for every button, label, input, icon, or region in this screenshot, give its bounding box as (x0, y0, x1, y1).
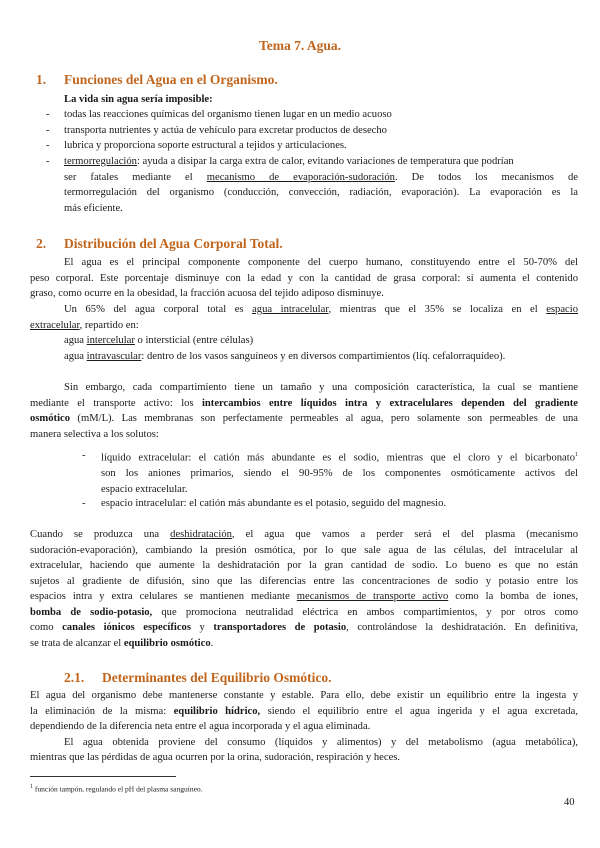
list-dash: - (46, 140, 50, 151)
text-run: como (30, 622, 63, 633)
text-run: , repartido en: (79, 319, 139, 331)
term-deshidratacion: deshidratación (170, 529, 232, 540)
text-run: Cuando se produzca una (30, 529, 171, 540)
section-1-title: Funciones del Agua en el Organismo. (64, 72, 278, 87)
term-extracelular: extracelular (30, 319, 80, 331)
text-run: , controlándose la deshidratación. En definitiva, (346, 622, 578, 633)
paragraph-equilibrio-hidrico (30, 688, 578, 766)
text-run: . De todos los mecanismos de (394, 171, 578, 183)
text-line: son los aniones primarios, siendo el 90-95% de los componentes osmóticamente activos del (101, 468, 578, 480)
text-line: sudoración-evaporación), cambiando la presión osmótica, por lo que sale agua de las células, del intracelular al (30, 544, 578, 556)
section-2-title: Distribución del Agua Corporal Total. (64, 236, 283, 251)
text-run: : dentro de los vasos sanguíneos y en diversos compartimientos (líq. cefalorraquídeo). (141, 350, 506, 362)
paragraph-distribucion (30, 302, 578, 364)
text-line: El agua es el principal componente componente del cuerpo humano, constituyendo entre el 50-70% del (64, 257, 578, 268)
text-run: , mientras que el 35% se localiza en el (328, 304, 547, 315)
list-item-extracelular (101, 448, 578, 497)
list-dash: - (46, 156, 50, 167)
text-run: líquido extracelular: el catión más abundante es el sodio, mientras que el cloro y el bicarbonato (101, 452, 575, 464)
section-1-lead: La vida sin agua sería imposible: (64, 94, 213, 105)
text-run: siendo el equilibrio entre el agua ingerida y el agua excretada, (260, 705, 578, 717)
text-run: espacios intra y extra celulares se mantienen mediante (30, 591, 297, 602)
list-item-intracelular: espacio intracelular: el catión más abundante es el potasio, seguido del magnesio. (101, 498, 447, 509)
section-2-number: 2. (36, 236, 47, 251)
paragraph-agua-componente (30, 255, 578, 302)
text-line: dependiendo de la diferencia neta entre el agua incorporada y el agua eliminada. (30, 721, 371, 732)
section-2-heading (36, 236, 283, 252)
text-run: mediante el transporte activo: los (30, 397, 202, 409)
term-evaporacion-sudoracion: mecanismo de evaporación-sudoración (206, 171, 395, 183)
list-item-termorregulacion (64, 154, 578, 216)
text-line: termorregulación del organismo (conducción, convección, radiación, evaporación). La evaporación es la (64, 187, 578, 198)
text-line: El agua del organismo debe mantenerse constante y estable. Para ello, debe existir un equilibrio entre la ingesta y (30, 690, 578, 701)
list-dash: - (46, 125, 50, 136)
term-intercelular: intercelular (86, 335, 135, 346)
list-item: lubrica y proporciona soporte estructural a tejidos y articulaciones. (64, 140, 347, 151)
list-item: transporta nutrientes y actúa de vehículo para excretar productos de desecho (64, 125, 387, 136)
text-run: o intersticial (entre células) (134, 335, 254, 346)
bold-run: intercambios entre líquidos intra y extracelulares dependen del gradiente (201, 397, 579, 409)
text-run: agua (64, 335, 87, 346)
term-agua-intracelular: agua intracelular (252, 304, 329, 315)
page-title: Tema 7. Agua. (258, 38, 341, 53)
footnote (30, 784, 203, 794)
text-run: . (210, 637, 214, 649)
footnote-separator (30, 776, 176, 777)
text-run: : ayuda a disipar la carga extra de calor, evitando variaciones de temperatura que podrían (136, 156, 514, 167)
bold-run: equilibrio hídrico, (173, 705, 261, 717)
text-run: , el agua que vamos a perder será el del plasma (mecanismo (231, 529, 578, 540)
text-line: peso corporal. Este porcentaje disminuye con la edad y con la cantidad de grasa corporal: si aumenta el contenido (30, 272, 578, 284)
page-number: 40 (564, 797, 575, 808)
section-2-1-heading (64, 670, 332, 686)
text-line: El agua obtenida proviene del consumo (líquidos y alimentos) y del metabolismo (agua metabólica), (64, 736, 578, 748)
text-line: manera selectiva a los solutos: (30, 428, 159, 440)
section-1-number: 1. (36, 72, 47, 87)
section-1-heading (36, 72, 278, 88)
text-run: Un 65% del agua corporal total es (64, 304, 253, 315)
text-run: como la bomba de iones, (448, 591, 579, 602)
footnote-mark: 1 (30, 784, 33, 790)
text-line: extracelular, haciendo que aumente la deshidratación por la gran cantidad de sodio. Lo bueno es que no están (30, 560, 578, 571)
footnote-text: función tampón, regulando el pH del plasma sanguíneo. (33, 784, 203, 794)
text-run: y (190, 622, 214, 633)
bold-run: bomba de sodio-potasio, (30, 606, 153, 618)
text-line: mientras que las pérdidas de agua ocurren por la orina, sudoración, respiración y heces. (30, 752, 401, 763)
bold-run: transportadores de potasio (213, 622, 347, 633)
text-run: ser fatales mediante el (64, 171, 207, 183)
text-line: más eficiente. (64, 202, 123, 214)
section-2-1-title: Determinantes del Equilibrio Osmótico. (102, 670, 332, 685)
term-termorregulacion: termorregulación (64, 156, 137, 167)
paragraph-deshidratacion (30, 527, 578, 651)
list-dash: - (82, 498, 86, 509)
paragraph-compartimientos (30, 380, 578, 442)
text-run: que promociona neutralidad eléctrica en ambos compartimientos, y por otros como (152, 606, 578, 618)
text-run: agua (64, 350, 87, 362)
term-transporte-activo: mecanismos de transporte activo (296, 591, 449, 602)
list-dash: - (46, 109, 50, 120)
list-item: todas las reacciones químicas del organismo tienen lugar en un medio acuoso (64, 109, 392, 120)
text-line: Sin embargo, cada compartimiento tiene un tamaño y una composición característica, la cual se mantiene (64, 382, 578, 393)
text-line: espacio extracelular. (101, 483, 188, 495)
section-2-1-number: 2.1. (64, 670, 85, 685)
text-run: (mM/L). Las membranas son perfectamente permeables al agua, pero solamente son permeables de una (70, 413, 578, 424)
footnote-ref: 1 (575, 452, 578, 458)
text-run: la eliminación de la misma: (30, 705, 174, 717)
term-intravascular: intravascular (86, 350, 142, 362)
bold-run: equilibrio osmótico (123, 637, 211, 649)
text-line: graso, como ocurre en la obesidad, la fracción acuosa del tejido adiposo disminuye. (30, 288, 384, 299)
text-run: se trata de alcanzar el (30, 637, 124, 649)
term-espacio: espacio (546, 304, 579, 315)
bold-run: osmótico (30, 413, 71, 424)
list-dash: - (82, 450, 86, 461)
text-line: sujetos al gradiente de difusión, sino que las diferencias entre las concentraciones de sodio y potasio entre los (30, 575, 578, 587)
bold-run: canales iónicos específicos (62, 622, 191, 633)
